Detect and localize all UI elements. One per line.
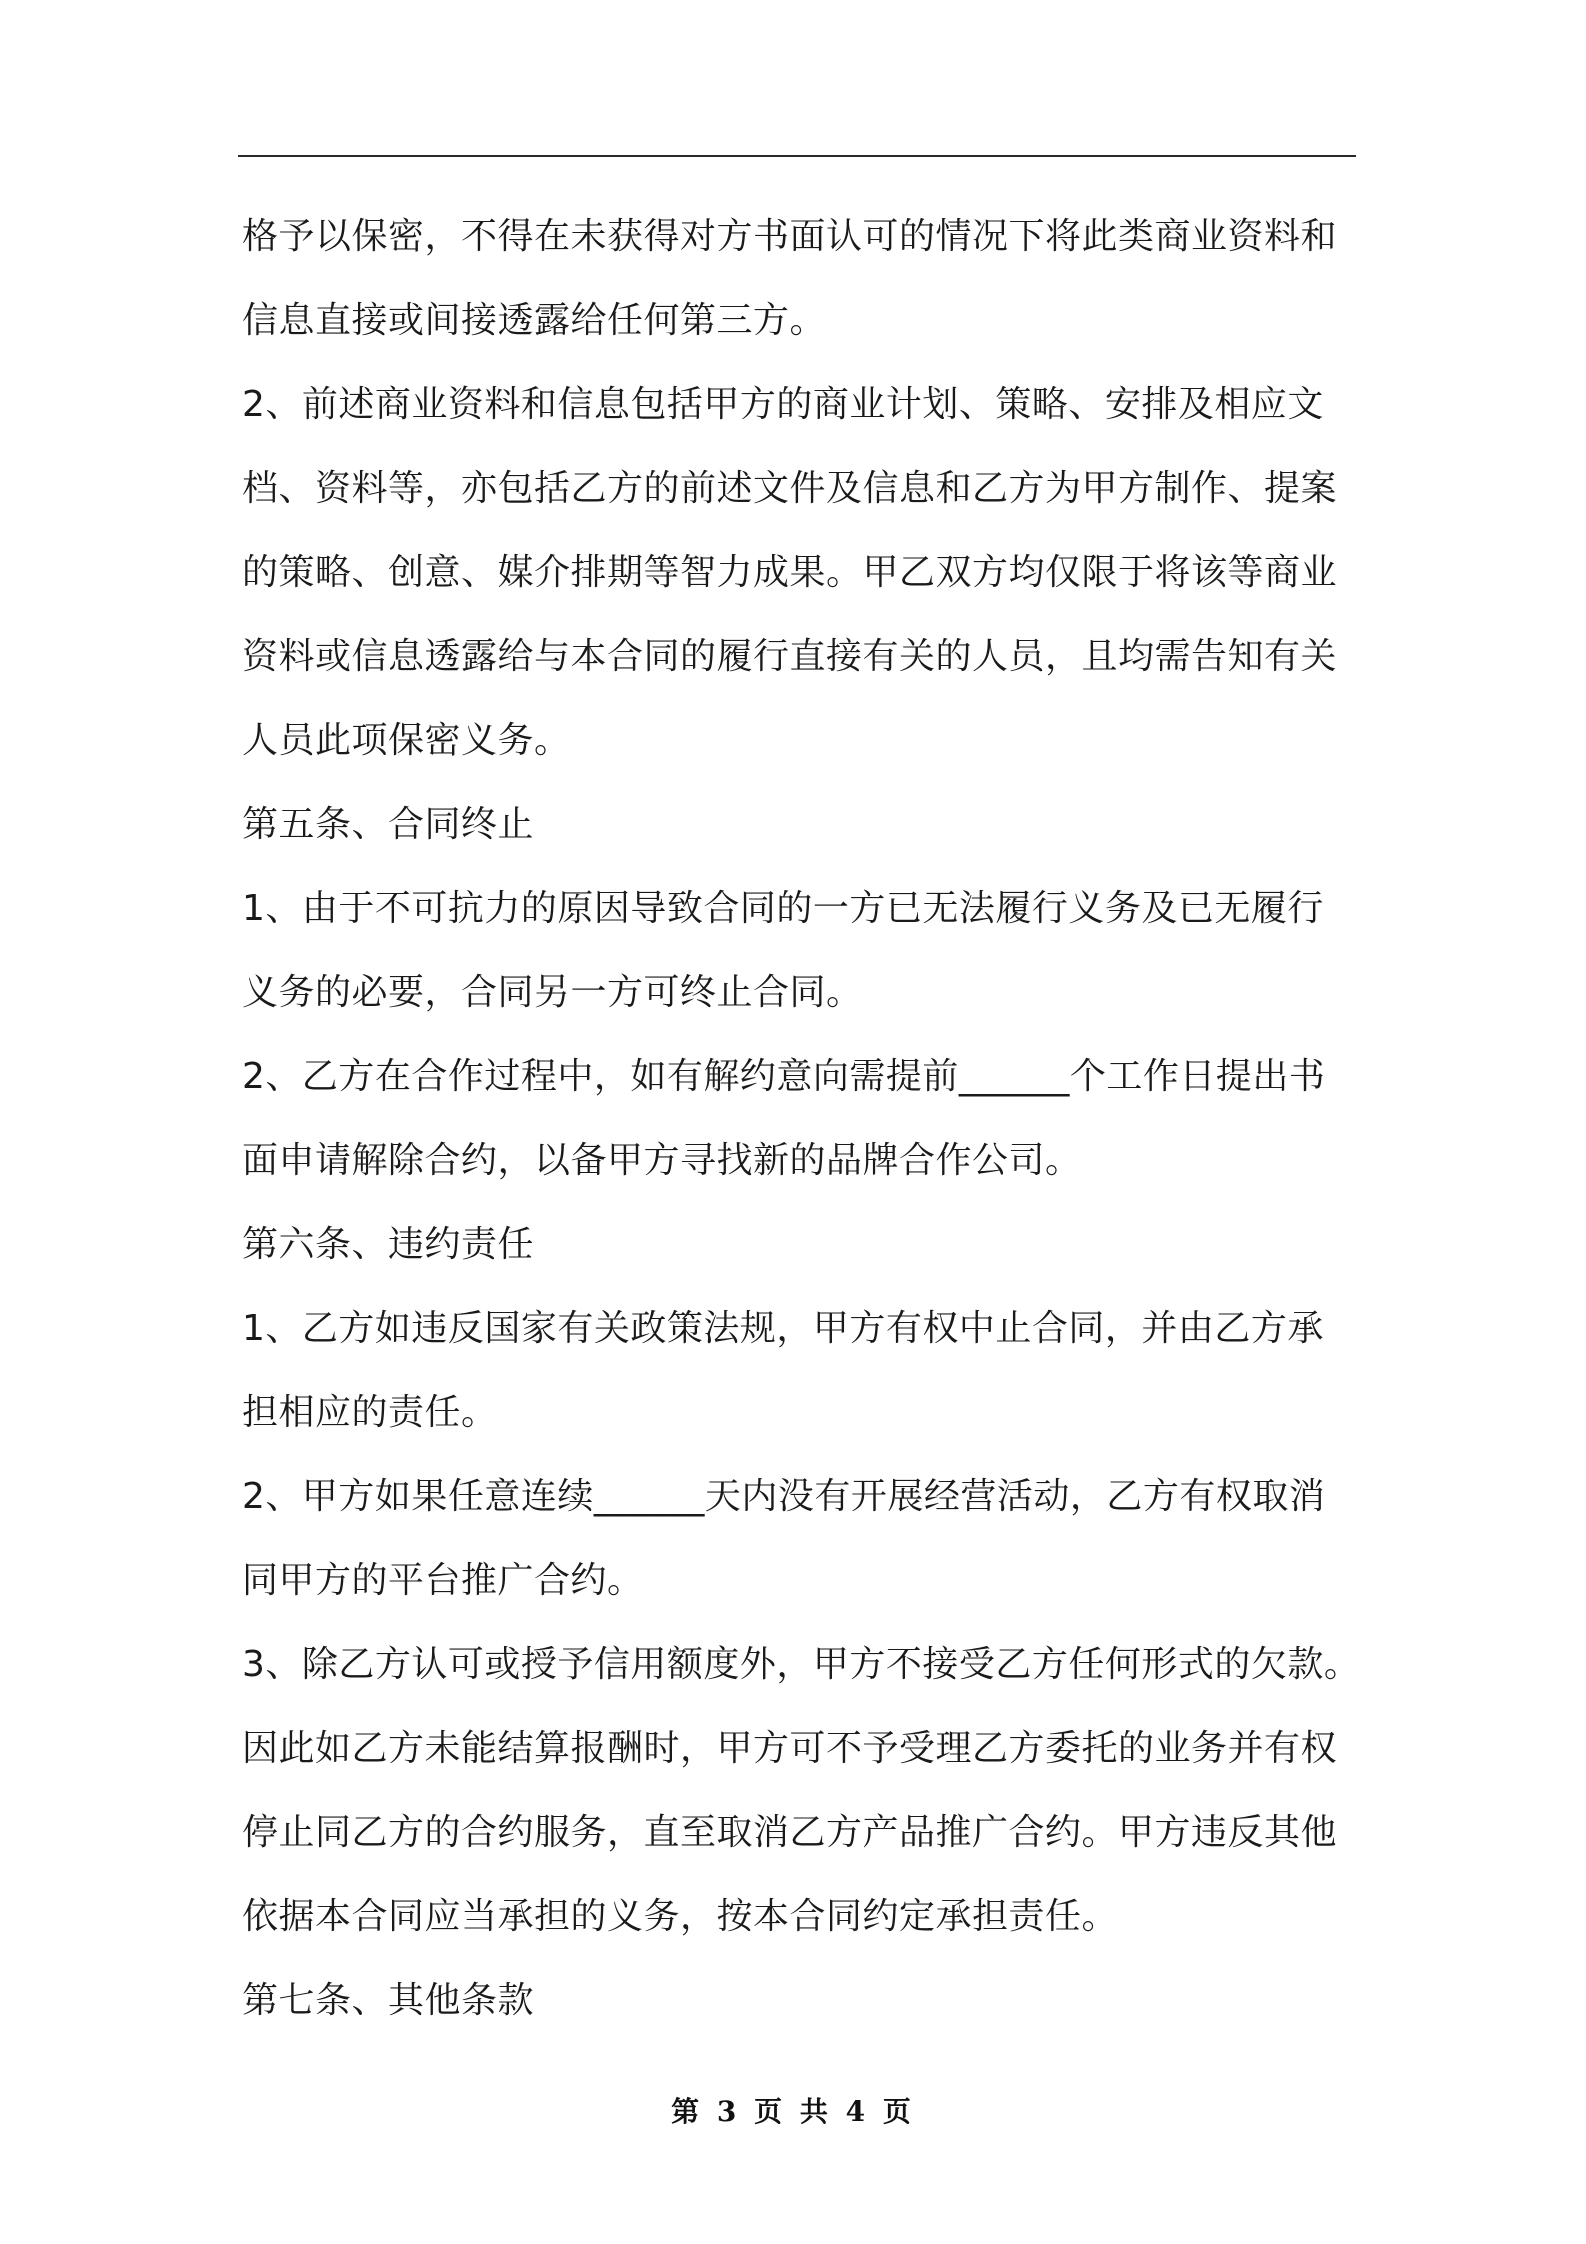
text-line: 停止同乙方的合约服务，直至取消乙方产品推广合约。甲方违反其他	[242, 1812, 1338, 1853]
section-heading: 第七条、其他条款	[242, 1980, 535, 2021]
text-line: 依据本合同应当承担的义务，按本合同约定承担责任。	[242, 1896, 1119, 1937]
text-line: 2、前述商业资料和信息包括甲方的商业计划、策略、安排及相应文	[242, 384, 1324, 425]
page-number-footer: 第 3 页 共 4 页	[671, 2095, 915, 2128]
text-line: 同甲方的平台推广合约。	[242, 1560, 644, 1601]
text-line: 担相应的责任。	[242, 1392, 498, 1433]
text-line: 1、乙方如违反国家有关政策法规，甲方有权中止合同，并由乙方承	[242, 1308, 1324, 1349]
text-line: 格予以保密，不得在未获得对方书面认可的情况下将此类商业资料和	[242, 216, 1338, 257]
document-body	[242, 195, 1360, 2043]
text-line: 信息直接或间接透露给任何第三方。	[242, 300, 827, 341]
header-rule	[238, 155, 1356, 157]
text-line: 义务的必要，合同另一方可终止合同。	[242, 972, 863, 1013]
text-line: 1、由于不可抗力的原因导致合同的一方已无法履行义务及已无履行	[242, 888, 1324, 929]
text-line: 的策略、创意、媒介排期等智力成果。甲乙双方均仅限于将该等商业	[242, 552, 1338, 593]
text-line: 2、甲方如果任意连续______天内没有开展经营活动，乙方有权取消	[242, 1476, 1326, 1517]
section-heading: 第六条、违约责任	[242, 1224, 535, 1265]
text-line: 资料或信息透露给与本合同的履行直接有关的人员，且均需告知有关	[242, 636, 1338, 677]
text-line: 面申请解除合约，以备甲方寻找新的品牌合作公司。	[242, 1140, 1082, 1181]
text-line: 档、资料等，亦包括乙方的前述文件及信息和乙方为甲方制作、提案	[242, 468, 1338, 509]
text-line: 人员此项保密义务。	[242, 720, 571, 761]
text-line: 因此如乙方未能结算报酬时，甲方可不予受理乙方委托的业务并有权	[242, 1728, 1338, 1769]
text-line: 3、除乙方认可或授予信用额度外，甲方不接受乙方任何形式的欠款。	[242, 1644, 1361, 1685]
text-line: 2、乙方在合作过程中，如有解约意向需提前______个工作日提出书	[242, 1056, 1326, 1097]
section-heading: 第五条、合同终止	[242, 804, 535, 845]
